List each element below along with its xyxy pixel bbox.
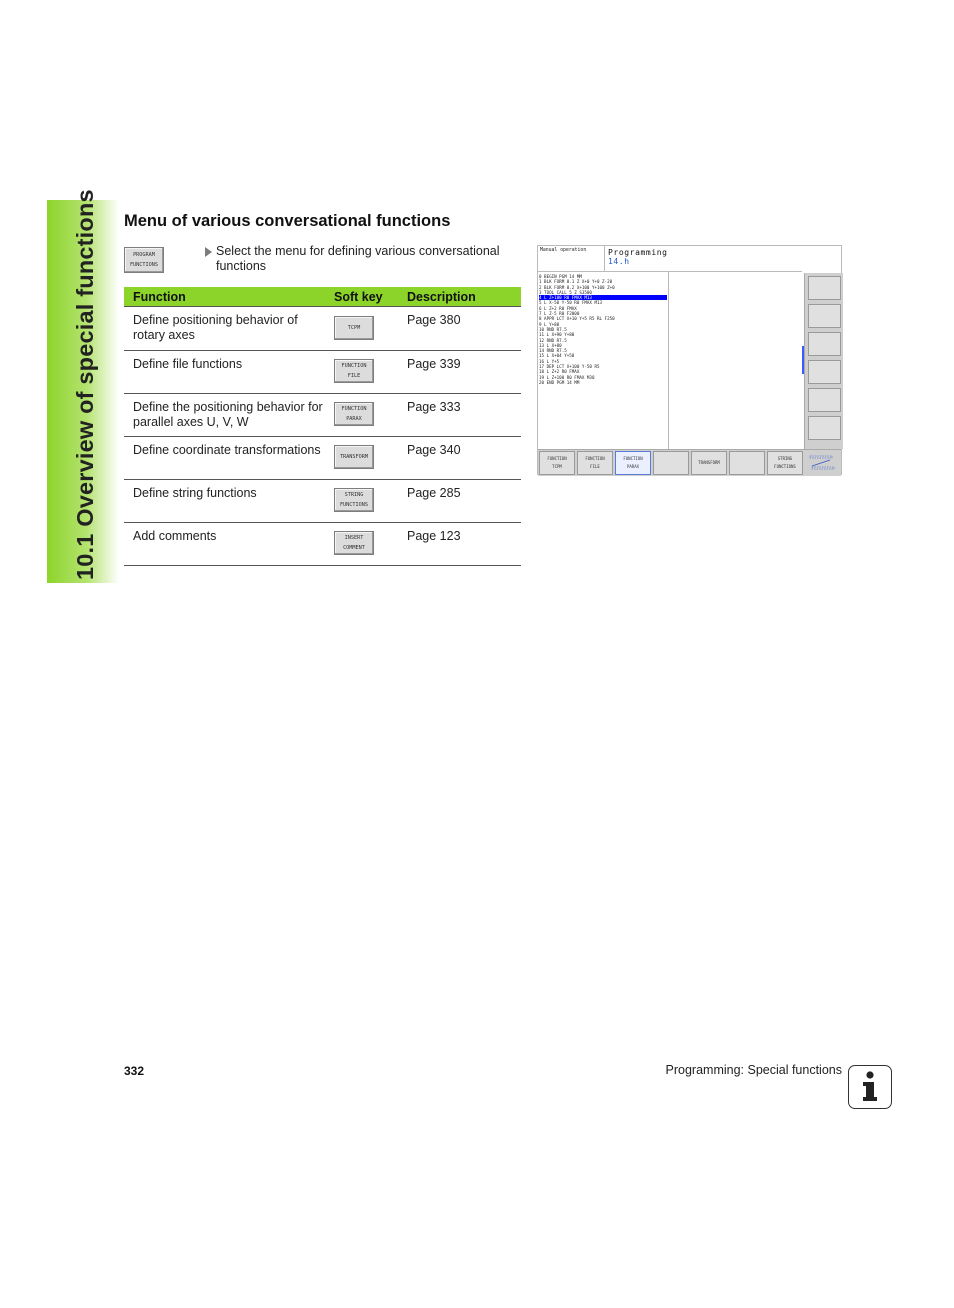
softkey-line2: FILE bbox=[347, 373, 361, 379]
softkey-function-tcpm[interactable] bbox=[539, 451, 575, 475]
softkey-line1: FUNCTION bbox=[585, 456, 605, 461]
row-function: Define positioning behavior of rotary axes bbox=[133, 313, 298, 342]
softkey-line1: INSERT bbox=[344, 535, 364, 541]
program-line[interactable]: 17 DEP LCT X+100 Y-50 R5 bbox=[539, 364, 600, 370]
softkey-line1: FUNCTION bbox=[623, 456, 643, 461]
softkey-line2: FILE bbox=[590, 464, 600, 469]
row-page-ref[interactable]: Page 339 bbox=[407, 357, 461, 371]
softkey-line2: FUNCTIONS bbox=[129, 262, 159, 268]
vertical-softkey[interactable] bbox=[808, 332, 841, 356]
row-page-ref[interactable]: Page 123 bbox=[407, 529, 461, 543]
table-row bbox=[124, 306, 521, 351]
program-line[interactable]: 11 L X+90 Y+80 bbox=[539, 332, 575, 338]
softkey-empty[interactable] bbox=[729, 451, 765, 475]
softkey-line1: FUNCTION bbox=[341, 406, 367, 412]
program-listing bbox=[538, 271, 669, 449]
vertical-softkey[interactable] bbox=[808, 360, 841, 384]
functions-table bbox=[124, 287, 521, 566]
program-line[interactable]: 0 BEGIN PGM 14 MM bbox=[539, 274, 582, 279]
programming-mode-header bbox=[605, 246, 841, 271]
softkey-empty[interactable] bbox=[653, 451, 689, 475]
row-page-ref[interactable]: Page 333 bbox=[407, 400, 461, 414]
program-line[interactable]: 2 BLK FORM 0.2 X+100 Y+100 Z+0 bbox=[539, 284, 615, 290]
softkey-function-parax[interactable] bbox=[615, 451, 651, 475]
softkey-line2: PARAX bbox=[346, 416, 362, 422]
header-description: Description bbox=[407, 289, 476, 304]
row-function: Add comments bbox=[133, 529, 217, 543]
header-softkey: Soft key bbox=[334, 289, 383, 304]
table-header bbox=[124, 287, 521, 306]
softkey-line2: FUNCTIONS bbox=[339, 502, 369, 508]
program-line[interactable]: 7 L Z-5 R0 F2000 bbox=[539, 311, 580, 317]
softkey-page-indicator-icon bbox=[808, 454, 838, 472]
softkey-line1: FUNCTION bbox=[341, 363, 367, 369]
softkey-line2: FUNCTIONS bbox=[774, 464, 796, 469]
function-file-softkey[interactable] bbox=[334, 359, 374, 383]
program-line[interactable]: 3 TOOL CALL 5 Z S3500 bbox=[539, 289, 592, 295]
program-functions-softkey[interactable] bbox=[124, 247, 164, 273]
intro-instruction: Select the menu for defining various conversational functions bbox=[216, 244, 500, 273]
softkey-line1: TRANSFORM bbox=[339, 454, 369, 460]
horizontal-softkey-bar bbox=[538, 449, 841, 476]
program-line[interactable]: 8 APPR LCT X+10 Y+5 R5 RL F250 bbox=[539, 316, 615, 322]
row-page-ref[interactable]: Page 380 bbox=[407, 313, 461, 327]
program-line[interactable]: 18 L Z+2 R0 FMAX bbox=[539, 369, 580, 375]
program-line[interactable]: 13 L X+80 bbox=[539, 342, 562, 348]
softkey-line2: COMMENT bbox=[343, 545, 365, 551]
table-row bbox=[124, 351, 521, 394]
program-line[interactable]: 16 L Y+5 bbox=[539, 358, 560, 364]
header-function: Function bbox=[133, 289, 186, 304]
row-function: Define file functions bbox=[133, 357, 243, 371]
program-line[interactable]: 15 L X+04 Y+50 bbox=[539, 353, 575, 359]
softkey-row-indicator-icon bbox=[805, 451, 841, 475]
row-page-ref[interactable]: Page 340 bbox=[407, 443, 461, 457]
page-number: 332 bbox=[124, 1064, 145, 1078]
section-title: Menu of various conversational functions bbox=[124, 212, 451, 230]
row-function: Define string functions bbox=[133, 486, 257, 500]
softkey-line1: STRING bbox=[777, 456, 793, 461]
table-row bbox=[124, 437, 521, 480]
softkey-string-functions[interactable] bbox=[767, 451, 803, 475]
chapter-title-vertical: 10.1 Overview of special functions bbox=[72, 189, 98, 580]
table-row bbox=[124, 523, 521, 566]
transform-softkey[interactable] bbox=[334, 445, 374, 469]
info-glyph-icon bbox=[849, 1066, 890, 1107]
vertical-softkey[interactable] bbox=[808, 276, 841, 300]
vertical-softkey-bar bbox=[804, 273, 843, 449]
info-icon bbox=[848, 1065, 892, 1109]
table-row bbox=[124, 480, 521, 523]
row-page-ref[interactable]: Page 285 bbox=[407, 486, 461, 500]
program-line[interactable]: 6 L Z+2 R0 FMAX bbox=[539, 305, 577, 311]
program-line[interactable]: 14 RND R7.5 bbox=[539, 348, 567, 354]
control-screenshot bbox=[537, 245, 842, 475]
program-line-highlighted[interactable]: 4 L Z+100 R0 FMAX M13 bbox=[539, 295, 667, 300]
graphic-window bbox=[669, 271, 802, 450]
program-line[interactable]: 19 L Z+100 R0 FMAX M30 bbox=[539, 374, 595, 380]
string-functions-softkey[interactable] bbox=[334, 488, 374, 512]
row-function: Define coordinate transformations bbox=[133, 443, 321, 457]
softkey-line1: FUNCTION bbox=[547, 456, 567, 461]
softkey-line1: TRANSFORM bbox=[698, 460, 720, 465]
function-parax-softkey[interactable] bbox=[334, 402, 374, 426]
softkey-line1: STRING bbox=[344, 492, 364, 498]
row-function: Define the positioning behavior for parallel axes U, V, W bbox=[133, 400, 323, 429]
program-line[interactable]: 10 RND R7.5 bbox=[539, 326, 567, 332]
insert-comment-softkey[interactable] bbox=[334, 531, 374, 555]
vertical-softkey[interactable] bbox=[808, 304, 841, 328]
footer-chapter-title: Programming: Special functions bbox=[665, 1063, 842, 1077]
program-line[interactable]: 9 L Y+80 bbox=[539, 321, 560, 327]
softkey-line2: TCPM bbox=[552, 464, 562, 469]
softkey-line2: PARAX bbox=[626, 464, 640, 469]
softkey-function-file[interactable] bbox=[577, 451, 613, 475]
softkey-line1: TCPM bbox=[347, 325, 361, 331]
table-row bbox=[124, 394, 521, 437]
programming-mode-label: Programming bbox=[608, 248, 668, 257]
program-line[interactable]: 1 BLK FORM 0.1 Z X+0 Y+0 Z-20 bbox=[539, 279, 613, 285]
softkey-transform[interactable] bbox=[691, 451, 727, 475]
program-line[interactable]: 20 END PGM 14 MM bbox=[539, 379, 580, 385]
softkey-line1: PROGRAM bbox=[133, 252, 155, 258]
program-line[interactable]: 12 RND R7.5 bbox=[539, 337, 567, 343]
vertical-softkey[interactable] bbox=[808, 416, 841, 440]
tcpm-softkey[interactable] bbox=[334, 316, 374, 340]
vertical-softkey[interactable] bbox=[808, 388, 841, 412]
program-line[interactable]: 5 L X-50 Y-50 R0 FMAX M13 bbox=[539, 300, 603, 306]
bullet-arrow-icon bbox=[205, 247, 212, 257]
machine-mode-label: Manual operation bbox=[538, 246, 605, 271]
program-file-name: 14.h bbox=[608, 257, 630, 266]
